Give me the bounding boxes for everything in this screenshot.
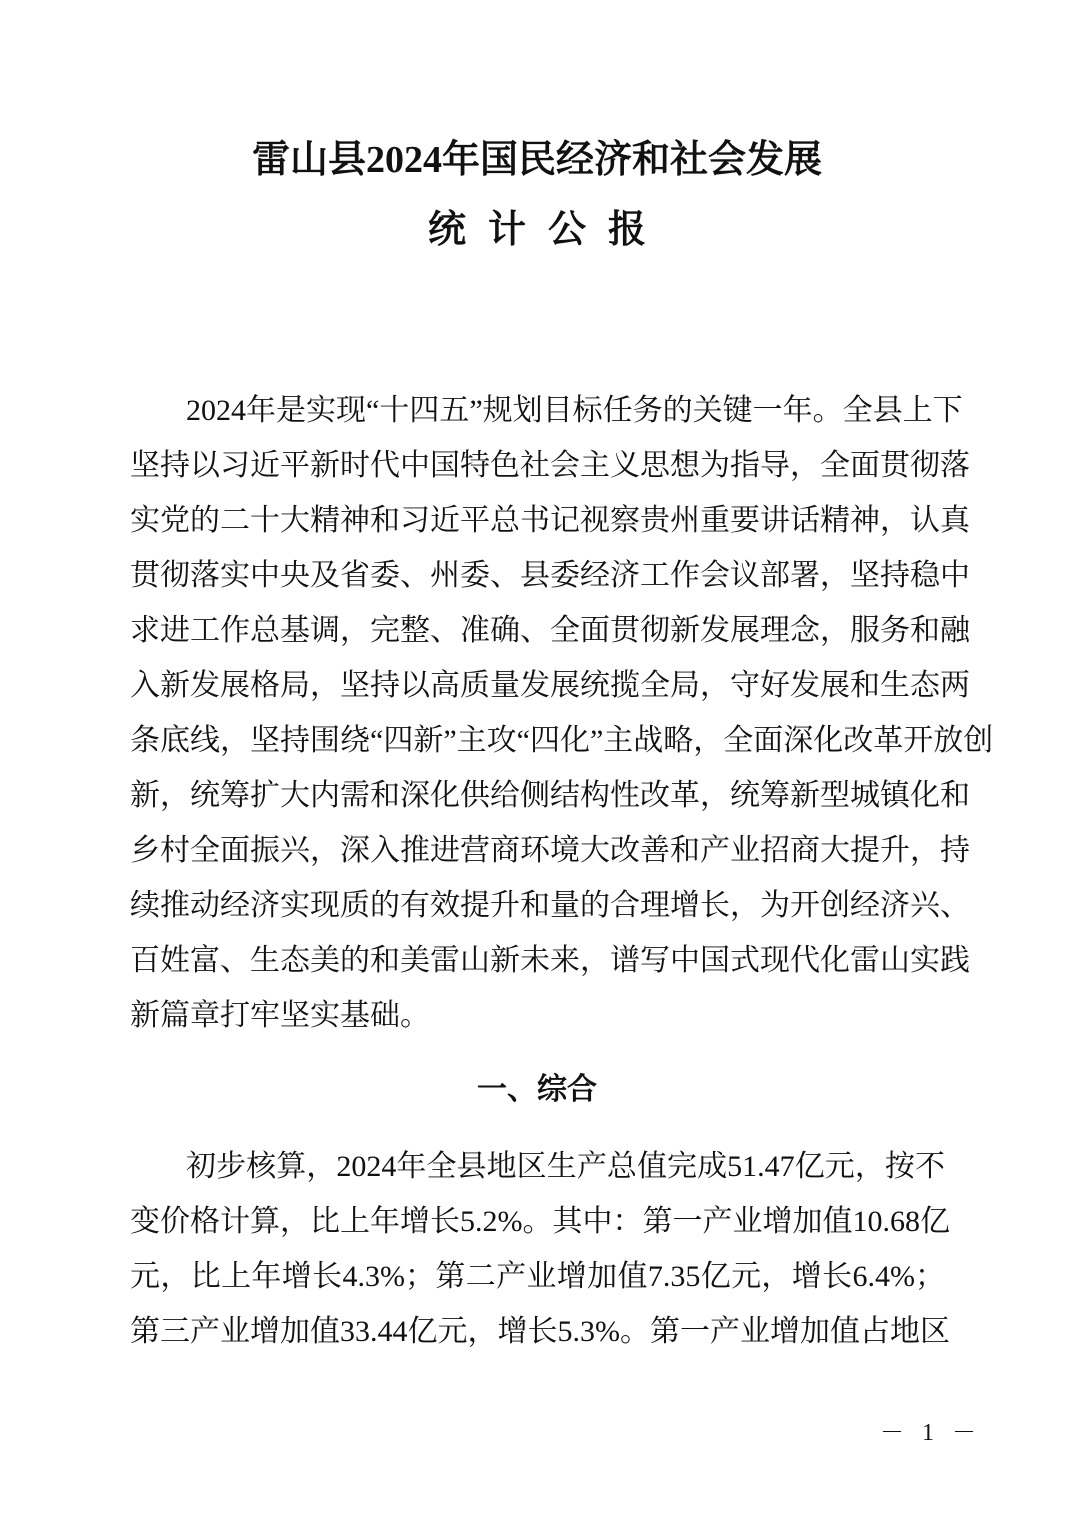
text-line: 贯彻落实中央及省委、州委、县委经济工作会议部署，坚持稳中 [130,559,970,592]
text-line: 条底线，坚持围绕“四新”主攻“四化”主战略，全面深化改革开放创 [130,724,994,757]
text-line: 初步核算，2024年全县地区生产总值完成51.47亿元，按不 [186,1150,945,1183]
text-line: 新，统筹扩大内需和深化供给侧结构性改革，统筹新型城镇化和 [130,779,970,812]
section1-paragraph [130,1139,950,1359]
text-line: 百姓富、生态美的和美雷山新未来，谱写中国式现代化雷山实践 [130,944,970,977]
section-heading: 一、综合 [477,1073,597,1106]
page-number: － 1 － [880,1420,982,1446]
text-line: 求进工作总基调，完整、准确、全面贯彻新发展理念，服务和融 [130,614,970,647]
text-line: 实党的二十大精神和习近平总书记视察贵州重要讲话精神，认真 [130,504,970,537]
text-line: 乡村全面振兴，深入推进营商环境大改善和产业招商大提升，持 [130,834,970,867]
document-title: 雷山县2024年国民经济和社会发展 [251,139,822,181]
text-line: 2024年是实现“十四五”规划目标任务的关键一年。全县上下 [186,394,963,427]
text-line: 入新发展格局，坚持以高质量发展统揽全局，守好发展和生态两 [130,669,970,702]
text-line: 新篇章打牢坚实基础。 [130,999,430,1032]
text-line: 续推动经济实现质的有效提升和量的合理增长，为开创经济兴、 [130,889,970,922]
text-line: 第三产业增加值33.44亿元，增长5.3%。第一产业增加值占地区 [130,1315,950,1348]
document-subtitle: 统计公报 [427,209,668,251]
text-line: 元，比上年增长4.3%；第二产业增加值7.35亿元，增长6.4%； [130,1260,945,1293]
text-line: 坚持以习近平新时代中国特色社会主义思想为指导，全面贯彻落 [130,449,970,482]
text-line: 变价格计算，比上年增长5.2%。其中：第一产业增加值10.68亿 [130,1205,950,1238]
intro-paragraph [130,383,994,1043]
